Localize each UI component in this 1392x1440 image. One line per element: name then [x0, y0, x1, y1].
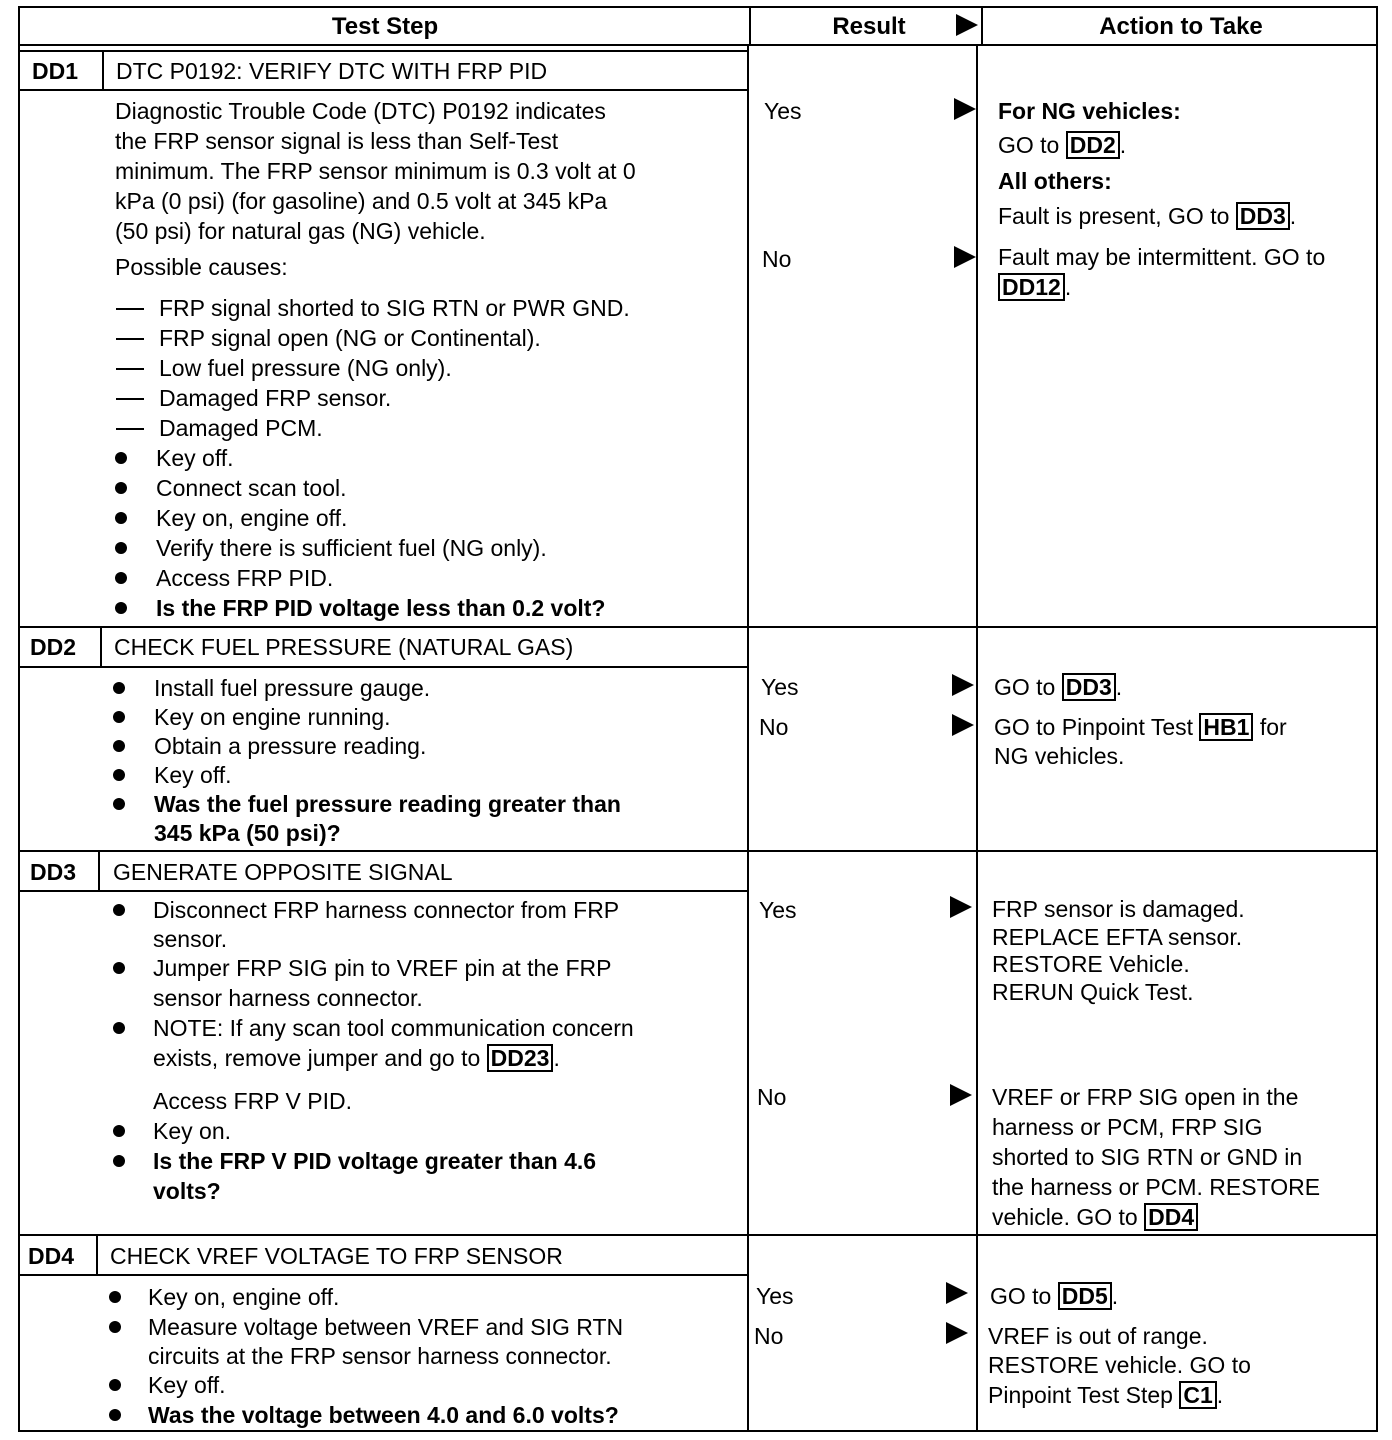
cause-item: Low fuel pressure (NG only).	[159, 355, 452, 381]
arrow-icon	[950, 1084, 972, 1106]
header-result: Result	[832, 13, 906, 40]
step-divider	[18, 89, 749, 91]
step-divider	[18, 850, 1378, 852]
instruction-line: Key on, engine off.	[148, 1284, 340, 1310]
step-reference[interactable]: DD2	[1066, 131, 1120, 159]
question: Was the voltage between 4.0 and 6.0 volts?	[148, 1402, 619, 1428]
arrow-icon	[952, 714, 974, 736]
description-line: (50 psi) for natural gas (NG) vehicle.	[115, 218, 486, 244]
result-yes: Yes	[759, 897, 797, 923]
question: 345 kPa (50 psi)?	[154, 820, 341, 846]
step-reference[interactable]: DD23	[487, 1044, 554, 1072]
instruction-line: NOTE: If any scan tool communication concern	[153, 1015, 634, 1041]
bullet-icon	[109, 1321, 121, 1333]
bullet-icon	[113, 798, 125, 810]
step-reference[interactable]: HB1	[1199, 713, 1253, 741]
action-line: NG vehicles.	[994, 743, 1125, 769]
step-code: DD1	[32, 58, 79, 84]
header-arrow-icon	[956, 14, 978, 36]
step-reference[interactable]: DD12	[998, 273, 1065, 301]
action-line: VREF is out of range.	[988, 1323, 1208, 1349]
bullet-item: Key on engine running.	[154, 704, 391, 730]
bullet-icon	[113, 682, 125, 694]
diagnostic-table	[18, 6, 1378, 1434]
arrow-icon	[954, 98, 976, 120]
bullet-item: Install fuel pressure gauge.	[154, 675, 431, 701]
step-title: CHECK VREF VOLTAGE TO FRP SENSOR	[110, 1243, 563, 1269]
action-line: Fault may be intermittent. GO to	[998, 244, 1326, 270]
step-divider	[18, 50, 749, 52]
description-line: kPa (0 psi) (for gasoline) and 0.5 volt at 345 kPa	[115, 188, 608, 214]
instruction-line: exists, remove jumper and go to DD23 .	[153, 1045, 560, 1071]
causes-label: Possible causes:	[115, 254, 288, 280]
step-divider	[18, 626, 1378, 628]
bullet-icon	[113, 711, 125, 723]
result-yes: Yes	[764, 98, 802, 124]
instruction-line: sensor.	[153, 926, 228, 952]
question: Is the FRP V PID voltage greater than 4.6	[153, 1148, 597, 1174]
action-line: Pinpoint Test Step C1 .	[988, 1382, 1224, 1408]
bullet-icon	[113, 962, 125, 974]
bullet-icon	[113, 904, 125, 916]
header-action: Action to Take	[1099, 13, 1263, 40]
action-line: VREF or FRP SIG open in the	[992, 1084, 1299, 1110]
action-line: RERUN Quick Test.	[992, 979, 1194, 1005]
action-line: shorted to SIG RTN or GND in	[992, 1144, 1303, 1170]
result-no: No	[762, 246, 792, 272]
step-title: GENERATE OPPOSITE SIGNAL	[113, 859, 453, 885]
bullet-icon	[115, 602, 127, 614]
instruction-line: Measure voltage between VREF and SIG RTN	[148, 1314, 624, 1340]
instruction-line: Access FRP V PID.	[153, 1088, 352, 1114]
code-divider	[96, 1234, 98, 1275]
arrow-icon	[946, 1282, 968, 1304]
step-divider	[18, 1234, 1378, 1236]
left-border	[18, 46, 20, 1432]
action-line: REPLACE EFTA sensor.	[992, 924, 1243, 950]
question: Is the FRP PID voltage less than 0.2 volt?	[156, 595, 606, 621]
result-column-line	[747, 46, 749, 1432]
action-line: Fault is present, GO to DD3 .	[998, 203, 1297, 229]
arrow-icon	[952, 674, 974, 696]
arrow-icon	[946, 1322, 968, 1344]
bullet-icon	[109, 1379, 121, 1391]
result-no: No	[759, 714, 789, 740]
bullet-item: Key off.	[156, 445, 234, 471]
bullet-item: Access FRP PID.	[156, 565, 334, 591]
header-divider	[749, 6, 751, 46]
dash-icon	[116, 428, 144, 430]
action-line: the harness or PCM. RESTORE	[992, 1174, 1321, 1200]
cause-item: Damaged PCM.	[159, 415, 323, 441]
step-code: DD4	[28, 1243, 75, 1269]
step-title: CHECK FUEL PRESSURE (NATURAL GAS)	[114, 634, 574, 660]
action-line: GO to DD3 .	[994, 674, 1123, 700]
instruction-line: Key on.	[153, 1118, 231, 1144]
cause-item: Damaged FRP sensor.	[159, 385, 392, 411]
bullet-icon	[113, 1155, 125, 1167]
result-no: No	[754, 1323, 784, 1349]
code-divider	[102, 50, 104, 90]
step-divider	[18, 890, 749, 892]
action-line: RESTORE Vehicle.	[992, 951, 1190, 977]
step-reference[interactable]: DD3	[1236, 202, 1290, 230]
action-line: GO to DD2 .	[998, 132, 1127, 158]
description-line: Diagnostic Trouble Code (DTC) P0192 indicates	[115, 98, 606, 124]
bullet-icon	[113, 740, 125, 752]
step-code: DD3	[30, 859, 77, 885]
step-reference[interactable]: DD3	[1062, 673, 1116, 701]
right-border	[1376, 46, 1378, 1432]
step-divider	[18, 1274, 749, 1276]
step-divider	[18, 666, 749, 668]
bullet-item: Key on, engine off.	[156, 505, 348, 531]
step-reference[interactable]: DD4	[1144, 1203, 1198, 1231]
bullet-icon	[113, 769, 125, 781]
dash-icon	[116, 368, 144, 370]
code-divider	[98, 850, 100, 891]
instruction-line: Key off.	[148, 1372, 226, 1398]
cause-item: FRP signal shorted to SIG RTN or PWR GND.	[159, 295, 630, 321]
bullet-item: Connect scan tool.	[156, 475, 347, 501]
bullet-item: Key off.	[154, 762, 232, 788]
bullet-icon	[113, 1125, 125, 1137]
action-line: GO to Pinpoint Test HB1 for	[994, 714, 1287, 740]
result-yes: Yes	[761, 674, 799, 700]
description-line: the FRP sensor signal is less than Self-Test	[115, 128, 559, 154]
question: Was the fuel pressure reading greater than	[154, 791, 621, 817]
action-line: FRP sensor is damaged.	[992, 896, 1245, 922]
header-test-step: Test Step	[331, 13, 439, 40]
instruction-line: Disconnect FRP harness connector from FRP	[153, 897, 620, 923]
description-line: minimum. The FRP sensor minimum is 0.3 volt at 0	[115, 158, 636, 184]
bottom-border	[18, 1430, 1378, 1432]
action-heading: All others:	[998, 168, 1112, 194]
bullet-icon	[115, 512, 127, 524]
bullet-item: Obtain a pressure reading.	[154, 733, 427, 759]
result-yes: Yes	[756, 1283, 794, 1309]
code-divider	[100, 626, 102, 667]
action-line: vehicle. GO to DD4	[992, 1202, 1198, 1232]
bullet-item: Verify there is sufficient fuel (NG only).	[156, 535, 547, 561]
cause-item: FRP signal open (NG or Continental).	[159, 325, 541, 351]
bullet-icon	[115, 542, 127, 554]
bullet-icon	[115, 452, 127, 464]
dash-icon	[116, 308, 144, 310]
action-line: harness or PCM, FRP SIG	[992, 1114, 1263, 1140]
question: volts?	[153, 1178, 221, 1204]
dash-icon	[116, 338, 144, 340]
result-no: No	[757, 1084, 787, 1110]
bullet-icon	[115, 482, 127, 494]
bullet-icon	[113, 1022, 125, 1034]
table-header	[18, 6, 1378, 46]
action-line: RESTORE vehicle. GO to	[988, 1352, 1251, 1378]
dash-icon	[116, 398, 144, 400]
step-code: DD2	[30, 634, 77, 660]
step-title: DTC P0192: VERIFY DTC WITH FRP PID	[116, 58, 548, 84]
step-reference[interactable]: DD5	[1058, 1282, 1112, 1310]
action-heading: For NG vehicles:	[998, 98, 1181, 124]
action-column-line	[976, 46, 978, 1432]
instruction-line: Jumper FRP SIG pin to VREF pin at the FRP	[153, 955, 612, 981]
header-divider	[981, 6, 983, 46]
action-line: DD12 .	[998, 272, 1071, 302]
instruction-line: sensor harness connector.	[153, 985, 423, 1011]
bullet-icon	[115, 572, 127, 584]
arrow-icon	[954, 246, 976, 268]
step-reference[interactable]: C1	[1179, 1381, 1216, 1409]
bullet-icon	[109, 1409, 121, 1421]
bullet-icon	[109, 1291, 121, 1303]
arrow-icon	[950, 896, 972, 918]
instruction-line: circuits at the FRP sensor harness connector.	[148, 1343, 612, 1369]
action-line: GO to DD5 .	[990, 1283, 1119, 1309]
